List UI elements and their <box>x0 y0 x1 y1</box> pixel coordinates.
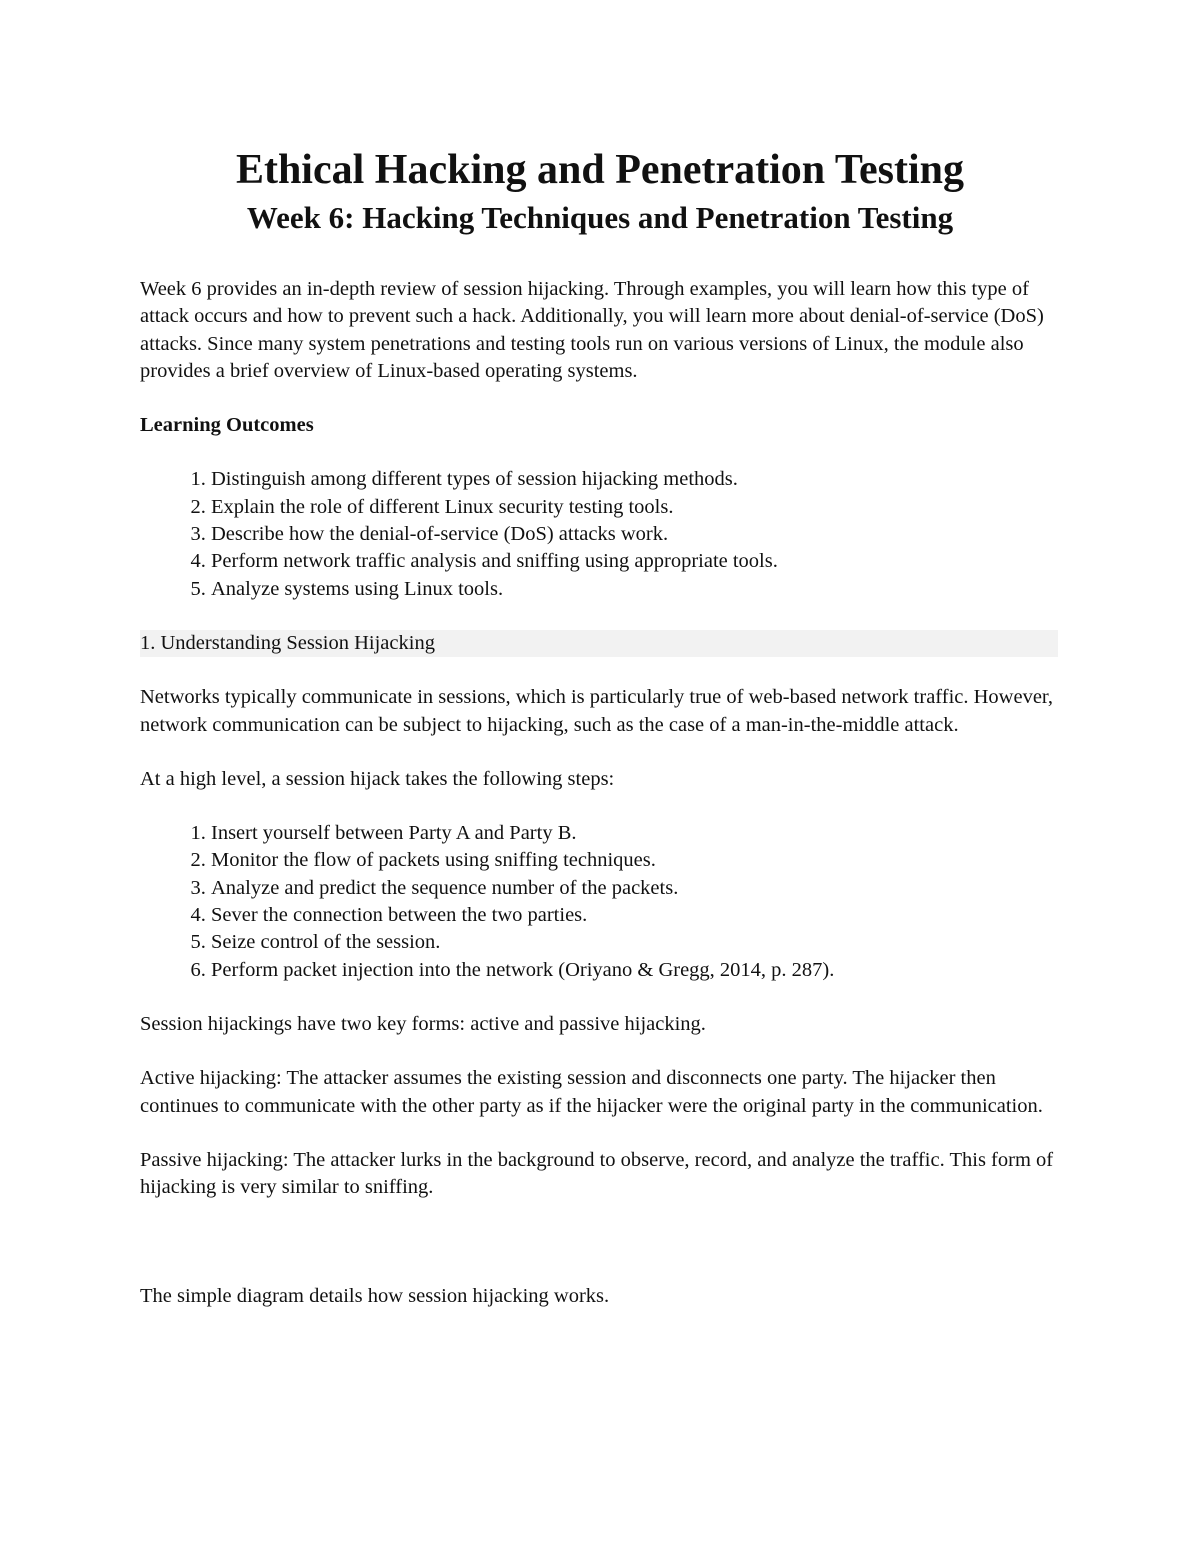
learning-outcomes-heading: Learning Outcomes <box>140 414 314 437</box>
forms-paragraph: Session hijackings have two key forms: active and passive hijacking. <box>140 1012 706 1035</box>
list-item: 5. Analyze systems using Linux tools. <box>211 576 1060 603</box>
document-page <box>140 140 1060 1311</box>
section-heading-session-hijacking: 1. Understanding Session Hijacking <box>140 630 1058 657</box>
list-item: 1. Insert yourself between Party A and Party B. <box>211 820 1060 847</box>
networks-paragraph: Networks typically communicate in sessions, which is particularly true of web-based network traffic. However, network communication can be subject to hijacking, such as the case of a man-in-the-middle attack. <box>140 686 1054 736</box>
list-item: 3. Describe how the denial-of-service (DoS) attacks work. <box>211 521 1060 548</box>
learning-outcomes-list <box>140 466 1060 602</box>
list-item: 3. Analyze and predict the sequence number of the packets. <box>211 875 1060 902</box>
list-item: 4. Sever the connection between the two parties. <box>211 902 1060 929</box>
active-hijacking-paragraph: Active hijacking: The attacker assumes the existing session and disconnects one party. The hijacker then continues to communicate with the other party as if the hijacker were the original party in the communication. <box>140 1067 1043 1117</box>
steps-intro-paragraph: At a high level, a session hijack takes the following steps: <box>140 767 615 790</box>
list-item: 5. Seize control of the session. <box>211 929 1060 956</box>
list-item: 4. Perform network traffic analysis and sniffing using appropriate tools. <box>211 548 1060 575</box>
document-title: Ethical Hacking and Penetration Testing <box>235 147 965 193</box>
intro-paragraph: Week 6 provides an in-depth review of session hijacking. Through examples, you will learn how this type of attack occurs and how to prevent such a hack. Additionally, you will learn more about denial-of-service (DoS) attacks. Since many system penetrations and testing tools run on various versions of Linux, the module also provides a brief overview of Linux-based operating systems. <box>140 278 1044 382</box>
diagram-intro-paragraph: The simple diagram details how session hijacking works. <box>140 1285 610 1308</box>
hijack-steps-list <box>140 820 1060 984</box>
list-item: 6. Perform packet injection into the network (Oriyano & Gregg, 2014, p. 287). <box>211 957 1060 984</box>
passive-hijacking-paragraph: Passive hijacking: The attacker lurks in the background to observe, record, and analyze the traffic. This form of hijacking is very similar to sniffing. <box>140 1148 1054 1199</box>
document-subtitle: Week 6: Hacking Techniques and Penetration Testing <box>246 200 954 235</box>
list-item: 2. Monitor the flow of packets using sniffing techniques. <box>211 847 1060 874</box>
list-item: 2. Explain the role of different Linux security testing tools. <box>211 494 1060 521</box>
list-item: 1. Distinguish among different types of session hijacking methods. <box>211 466 1060 493</box>
